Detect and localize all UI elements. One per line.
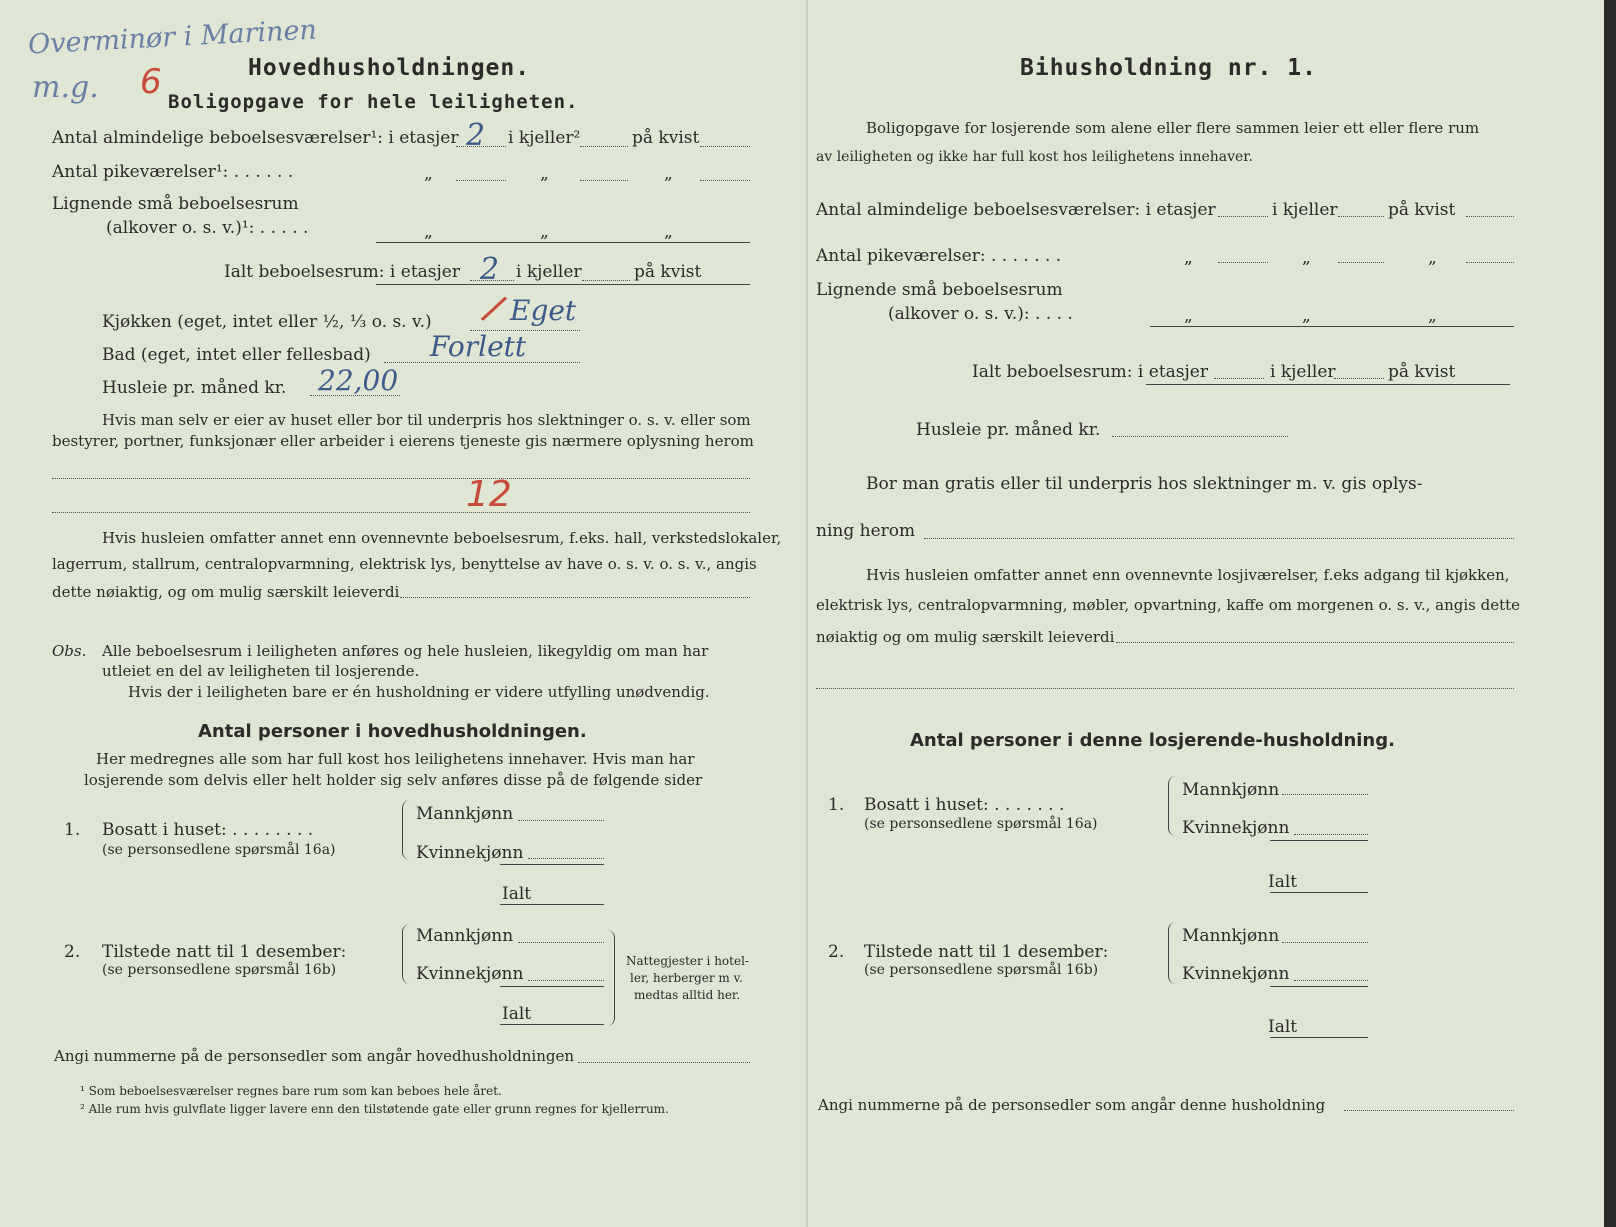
right-row3-quote-3: „ bbox=[1428, 306, 1437, 326]
left-q2-female-line bbox=[528, 980, 604, 981]
right-total-kvist: på kvist bbox=[1388, 362, 1456, 382]
left-q1-num: 1. bbox=[64, 820, 81, 840]
left-row3-label: Lignende små beboelsesrum bbox=[52, 194, 299, 214]
handwritten-corner-note: Overminør i Marinen bbox=[27, 14, 318, 61]
right-q1-brace bbox=[1168, 776, 1177, 836]
right-q1-note: (se personsedlene spørsmål 16a) bbox=[864, 816, 1098, 832]
right-includes-1: Hvis husleien omfatter annet enn ovennevnte losjiværelser, f.eks adgang til kjøkken, bbox=[866, 566, 1510, 584]
left-row2-quote-2: „ bbox=[540, 164, 549, 184]
right-title: Bihusholdning nr. 1. bbox=[1020, 55, 1317, 81]
left-row2-line-2 bbox=[580, 180, 628, 181]
right-q2-sum-line bbox=[1270, 986, 1368, 987]
left-obs-1: Alle beboelsesrum i leiligheten anføres og hele husleien, likegyldig om man har bbox=[102, 642, 709, 660]
right-total-floors-line bbox=[1214, 378, 1264, 379]
right-row2-quote-2: „ bbox=[1302, 248, 1311, 268]
left-bath-label: Bad (eget, intet eller fellesbad) bbox=[102, 345, 371, 365]
left-kitchen-value: Eget bbox=[510, 294, 577, 327]
right-persons-title: Antal personer i denne losjerende-husholdning. bbox=[910, 730, 1395, 751]
left-bath-value: Forlett bbox=[430, 330, 527, 363]
right-q1-male-line bbox=[1282, 794, 1368, 795]
left-total-label: Ialt beboelsesrum: i etasjer bbox=[224, 262, 460, 282]
left-row3-quote-3: „ bbox=[664, 222, 673, 242]
left-q1-female-line bbox=[528, 858, 604, 859]
left-q2-num: 2. bbox=[64, 942, 81, 962]
left-obs-label: Obs. bbox=[52, 642, 87, 660]
left-obs-2: utleiet en del av leiligheten til losjerende. bbox=[102, 662, 420, 680]
left-includes-line bbox=[400, 597, 750, 598]
left-total-kvist: på kvist bbox=[634, 262, 702, 282]
right-row2-line-2 bbox=[1338, 262, 1384, 263]
right-q1-total-line bbox=[1270, 892, 1368, 893]
right-row3-quote-2: „ bbox=[1302, 306, 1311, 326]
right-intro-1: Boligopgave for losjerende som alene eller flere sammen leier ett eller flere rum bbox=[866, 119, 1480, 137]
left-q1-total-line bbox=[500, 904, 604, 905]
right-row2-line-3 bbox=[1466, 262, 1514, 263]
left-guests-3: medtas alltid her. bbox=[634, 988, 741, 1002]
right-row1-label: Antal almindelige beboelsesværelser: i etasjer bbox=[816, 200, 1216, 220]
right-numbers-line bbox=[1344, 1110, 1514, 1111]
right-rent-line bbox=[1112, 436, 1288, 437]
right-row2-line-1 bbox=[1218, 262, 1268, 263]
left-q2-total: Ialt bbox=[502, 1004, 532, 1024]
left-title: Hovedhusholdningen. bbox=[248, 55, 531, 81]
left-obs-3: Hvis der i leiligheten bare er én husholdning er videre utfylling unødvendig. bbox=[128, 683, 710, 701]
left-q2-total-line bbox=[500, 1024, 604, 1025]
left-bath-line bbox=[384, 362, 580, 363]
right-row2-quote-1: „ bbox=[1184, 248, 1193, 268]
right-row1-kjeller: i kjeller bbox=[1272, 200, 1338, 220]
left-owner-line-1 bbox=[52, 478, 750, 479]
right-row2-label: Antal pikeværelser: . . . . . . . bbox=[816, 246, 1062, 266]
right-q1-total: Ialt bbox=[1268, 872, 1298, 892]
right-q1-female-line bbox=[1294, 834, 1368, 835]
left-row2-line-1 bbox=[456, 180, 506, 181]
left-persons-1: Her medregnes alle som har full kost hos leilighetens innehaver. Hvis man har bbox=[96, 750, 695, 768]
left-q1-brace bbox=[402, 800, 411, 860]
left-row1-kjeller: i kjeller² bbox=[508, 128, 581, 148]
right-q1-sum-line bbox=[1270, 840, 1368, 841]
right-q2-female-line bbox=[1294, 980, 1368, 981]
left-q1-total: Ialt bbox=[502, 884, 532, 904]
right-q1-label: Bosatt i huset: . . . . . . . bbox=[864, 795, 1065, 815]
left-guests-1: Nattegjester i hotel- bbox=[626, 954, 749, 968]
right-includes-3: nøiaktig og om mulig særskilt leieverdi bbox=[816, 628, 1115, 646]
left-rent-line bbox=[310, 395, 400, 396]
right-includes-line bbox=[1116, 642, 1514, 643]
right-includes-line-2 bbox=[816, 688, 1514, 689]
left-guests-2: ler, herberger m v. bbox=[630, 971, 743, 985]
left-row1-label: Antal almindelige beboelsesværelser¹: i etasjer bbox=[52, 128, 459, 148]
right-total-label: Ialt beboelsesrum: i etasjer bbox=[972, 362, 1208, 382]
right-rent-label: Husleie pr. måned kr. bbox=[916, 420, 1101, 440]
right-numbers-label: Angi nummerne på de personsedler som angår denne husholdning bbox=[818, 1096, 1326, 1114]
left-q1-label: Bosatt i huset: . . . . . . . . bbox=[102, 820, 314, 840]
left-includes-3: dette nøiaktig, og om mulig særskilt leieverdi bbox=[52, 583, 400, 601]
right-row3-underline bbox=[1150, 326, 1514, 327]
left-numbers-label: Angi nummerne på de personsedler som angår hovedhusholdningen bbox=[54, 1047, 574, 1065]
right-q2-note: (se personsedlene spørsmål 16b) bbox=[864, 962, 1099, 978]
left-row1-kvist-line bbox=[700, 146, 750, 147]
left-total-kjeller: i kjeller bbox=[516, 262, 582, 282]
left-q2-female: Kvinnekjønn bbox=[416, 964, 524, 984]
right-intro-2: av leiligheten og ikke har full kost hos leilighetens innehaver. bbox=[816, 149, 1253, 165]
left-total-floors-line bbox=[470, 280, 514, 281]
left-q2-male-line bbox=[518, 942, 604, 943]
left-q2-note: (se personsedlene spørsmål 16b) bbox=[102, 962, 337, 978]
right-q2-male: Mannkjønn bbox=[1182, 926, 1280, 946]
right-row1-kvist-line bbox=[1466, 216, 1514, 217]
left-total-kjeller-line bbox=[582, 280, 630, 281]
right-q2-male-line bbox=[1282, 942, 1368, 943]
right-row2-quote-3: „ bbox=[1428, 248, 1437, 268]
right-q1-female: Kvinnekjønn bbox=[1182, 818, 1290, 838]
left-includes-1: Hvis husleien omfatter annet enn ovennevnte beboelsesrum, f.eks. hall, verkstedslokaler, bbox=[102, 529, 782, 547]
left-row1-kjeller-line bbox=[580, 146, 628, 147]
left-row3-quote-1: „ bbox=[424, 222, 433, 242]
right-total-underline bbox=[1146, 384, 1510, 385]
right-row3-label2: (alkover o. s. v.): . . . . bbox=[888, 304, 1073, 324]
left-q2-sum-line bbox=[500, 986, 604, 987]
left-row2-line-3 bbox=[700, 180, 750, 181]
left-rent-value: 22,00 bbox=[318, 364, 399, 397]
right-q1-male: Mannkjønn bbox=[1182, 780, 1280, 800]
left-q1-male-line bbox=[518, 820, 604, 821]
left-q1-sum-line bbox=[500, 864, 604, 865]
right-q2-num: 2. bbox=[828, 942, 845, 962]
right-q2-brace bbox=[1168, 922, 1177, 984]
right-includes-2: elektrisk lys, centralopvarmning, møbler, opvartning, kaffe om morgenen o. s. v., angis dette bbox=[816, 596, 1521, 614]
right-total-kjeller-line bbox=[1334, 378, 1384, 379]
left-q2-male: Mannkjønn bbox=[416, 926, 514, 946]
right-row3-quote-1: „ bbox=[1184, 306, 1193, 326]
left-row1-kvist: på kvist bbox=[632, 128, 700, 148]
left-row2-quote-3: „ bbox=[664, 164, 673, 184]
left-persons-title: Antal personer i hovedhusholdningen. bbox=[198, 721, 587, 742]
right-row1-kvist: på kvist bbox=[1388, 200, 1456, 220]
scan-edge bbox=[1604, 0, 1616, 1227]
left-q1-female: Kvinnekjønn bbox=[416, 843, 524, 863]
right-free-1: Bor man gratis eller til underpris hos slektninger m. v. gis oplys- bbox=[866, 474, 1423, 494]
left-includes-2: lagerrum, stallrum, centralopvarmning, elektrisk lys, benyttelse av have o. s. v. o. s. v., angis bbox=[52, 555, 757, 573]
left-row3-label2: (alkover o. s. v.)¹: . . . . . bbox=[106, 218, 309, 238]
left-rent-label: Husleie pr. måned kr. bbox=[102, 378, 287, 398]
left-row3-underline bbox=[376, 242, 750, 243]
left-q1-note: (se personsedlene spørsmål 16a) bbox=[102, 842, 336, 858]
right-q2-total: Ialt bbox=[1268, 1017, 1298, 1037]
left-q2-right-brace bbox=[604, 930, 615, 1026]
right-q2-female: Kvinnekjønn bbox=[1182, 964, 1290, 984]
left-q1-male: Mannkjønn bbox=[416, 804, 514, 824]
right-q2-label: Tilstede natt til 1 desember: bbox=[864, 942, 1109, 962]
right-q2-total-line bbox=[1270, 1037, 1368, 1038]
left-owner-text-2: bestyrer, portner, funksjonær eller arbeider i eierens tjeneste gis nærmere oplysning herom bbox=[52, 432, 754, 450]
right-row1-floors-line bbox=[1218, 216, 1268, 217]
left-q2-brace bbox=[402, 924, 411, 984]
left-kitchen-label: Kjøkken (eget, intet eller ½, ⅓ o. s. v.) bbox=[102, 312, 432, 332]
red-corner-mark: 6 bbox=[140, 62, 162, 102]
page-fold bbox=[806, 0, 808, 1227]
red-tick-mark: / bbox=[477, 285, 511, 331]
right-free-line bbox=[924, 538, 1514, 539]
right-q1-num: 1. bbox=[828, 795, 845, 815]
left-row3-quote-2: „ bbox=[540, 222, 549, 242]
left-footnote-1: ¹ Som beboelsesværelser regnes bare rum som kan beboes hele året. bbox=[80, 1084, 502, 1098]
left-owner-line-2 bbox=[52, 512, 750, 513]
left-persons-2: losjerende som delvis eller helt holder sig selv anføres disse på de følgende sider bbox=[84, 771, 703, 789]
left-total-underline bbox=[376, 284, 750, 285]
left-owner-text-1: Hvis man selv er eier av huset eller bor til underpris hos slektninger o. s. v. eller som bbox=[102, 411, 751, 429]
right-row1-kjeller-line bbox=[1338, 216, 1384, 217]
left-row2-label: Antal pikeværelser¹: . . . . . . bbox=[52, 162, 294, 182]
left-row2-quote-1: „ bbox=[424, 164, 433, 184]
right-total-kjeller: i kjeller bbox=[1270, 362, 1336, 382]
left-footnote-2: ² Alle rum hvis gulvflate ligger lavere enn den tilstøtende gate eller grunn regnes for kjellerrum. bbox=[80, 1102, 669, 1116]
left-floors-count: 2 bbox=[466, 118, 486, 153]
left-subtitle: Boligopgave for hele leiligheten. bbox=[168, 91, 579, 113]
left-total-floors: 2 bbox=[480, 252, 500, 287]
red-number: 12 bbox=[466, 474, 512, 515]
left-q2-label: Tilstede natt til 1 desember: bbox=[102, 942, 347, 962]
handwritten-corner-code: m.g. bbox=[32, 70, 99, 105]
right-free-2: ning herom bbox=[816, 521, 916, 541]
left-numbers-line bbox=[578, 1062, 750, 1063]
right-row3-label: Lignende små beboelsesrum bbox=[816, 280, 1063, 300]
